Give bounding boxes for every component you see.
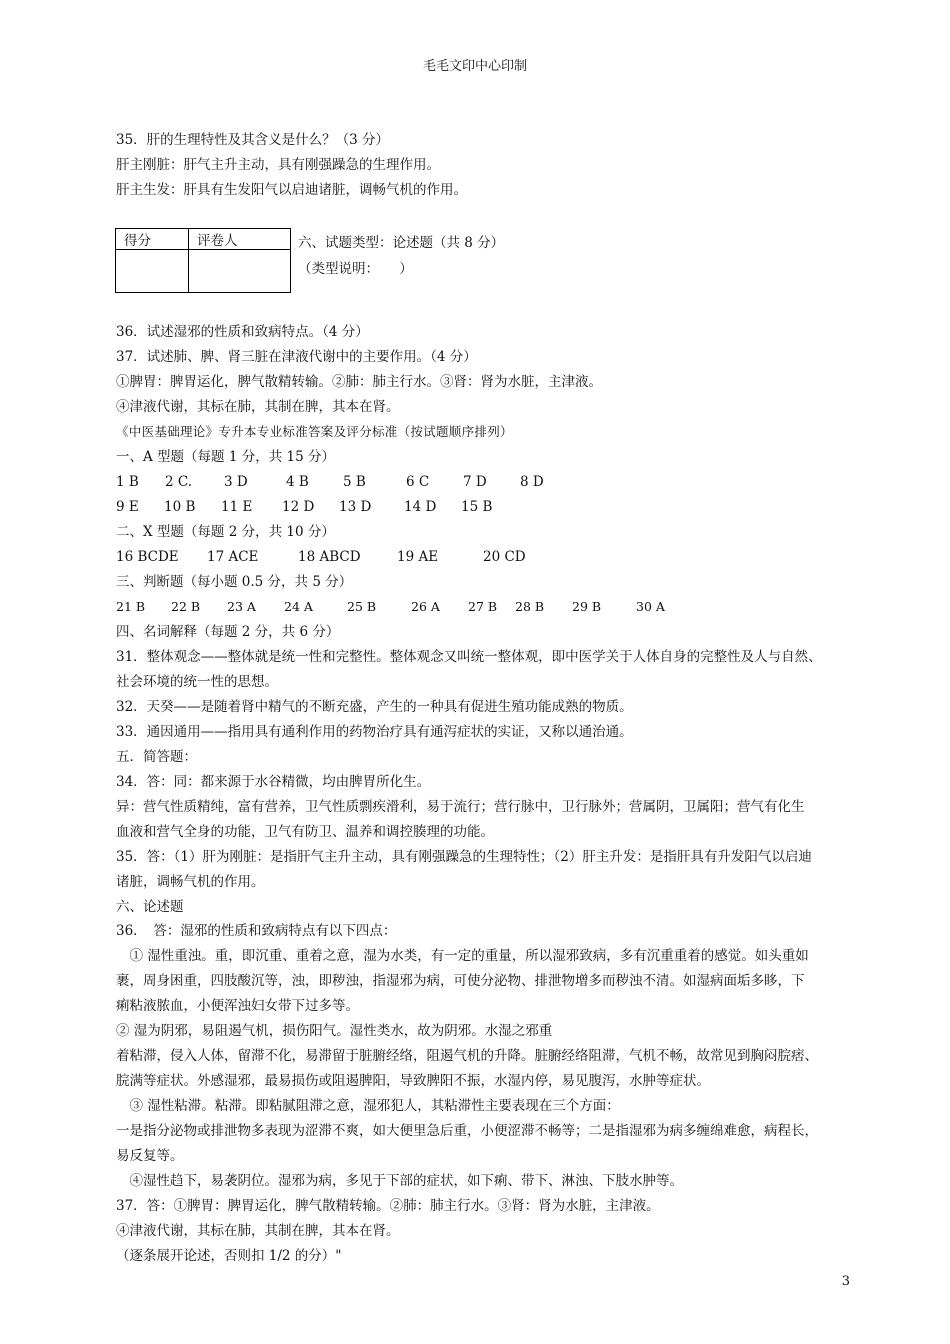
section-six-note: （类型说明： ） bbox=[298, 261, 413, 277]
answer-item: 27 B bbox=[468, 599, 498, 614]
body-line: ④津液代谢，其标在肺，其制在脾，其本在肾。 bbox=[116, 1223, 400, 1239]
body-line: 异：营气性质精纯，富有营养，卫气性质剽疾滑利，易于流行；营行脉中，卫行脉外；营属阴，卫属阳；营气有化生 bbox=[116, 799, 805, 815]
answer-item: 23 A bbox=[227, 599, 256, 614]
q37-answer-line: ④津液代谢，其标在肺，其制在脾，其本在肾。 bbox=[116, 399, 400, 415]
answer-item: 11 E bbox=[221, 499, 253, 515]
section-n-title: 四、名词解释（每题 2 分，共 6 分） bbox=[116, 624, 340, 640]
body-line: 着粘滞，侵入人体，留滞不化，易滞留于脏腑经络，阻遏气机的升降。脏腑经络阻滞，气机不畅，故常见到胸闷脘痞、 bbox=[116, 1048, 818, 1064]
answer-item: 22 B bbox=[171, 599, 201, 614]
body-line: 33．通因通用——指用具有通利作用的药物治疗具有通泻症状的实证，又称以通治通。 bbox=[116, 724, 633, 740]
body-line: 34．答：同：都来源于水谷精微，均由脾胃所化生。 bbox=[116, 774, 431, 790]
body-line: ③ 湿性粘滞。粘滞。即粘腻阻滞之意，湿邪犯人，其粘滞性主要表现在三个方面： bbox=[116, 1098, 620, 1114]
body-line: 35．答：（1）肝为刚脏：是指肝气主升主动，具有刚强躁急的生理特性；（2）肝主升发：是指肝具有升发阳气以启迪 bbox=[116, 849, 812, 865]
section-l-title: 六、论述题 bbox=[116, 899, 184, 915]
answer-item: 2 C. bbox=[165, 474, 193, 490]
grader-header: 评卷人 bbox=[189, 229, 291, 250]
body-line: 易反复等。 bbox=[116, 1148, 184, 1164]
answer-item: 30 A bbox=[636, 599, 665, 614]
answer-item: 29 B bbox=[572, 599, 602, 614]
answer-item: 16 BCDE bbox=[116, 549, 179, 565]
answer-item: 24 A bbox=[284, 599, 313, 614]
answer-item: 7 D bbox=[463, 474, 487, 490]
page-number: 3 bbox=[841, 1274, 850, 1289]
answer-item: 9 E bbox=[116, 499, 139, 515]
answer-item: 14 D bbox=[404, 499, 437, 515]
x-answers-row bbox=[116, 548, 526, 566]
answer-item: 20 CD bbox=[483, 549, 526, 565]
body-line: 痢粘液脓血，小便浑浊妇女带下过多等。 bbox=[116, 998, 359, 1014]
body-line: 37．答：①脾胃：脾胃运化，脾气散精转输。②肺：肺主行水。③肾：肾为水脏，主津液。 bbox=[116, 1198, 660, 1214]
answer-item: 6 C bbox=[406, 474, 430, 490]
score-cell bbox=[116, 250, 189, 293]
a-answers-row bbox=[116, 473, 544, 491]
answer-item: 18 ABCD bbox=[298, 549, 361, 565]
body-line: 32．天癸——是随着肾中精气的不断充盛，产生的一种具有促进生殖功能成熟的物质。 bbox=[116, 699, 633, 715]
answer-item: 19 AE bbox=[397, 549, 439, 565]
answer-item: 1 B bbox=[116, 474, 139, 490]
body-line: 一是指分泌物或排泄物多表现为涩滞不爽，如大便里急后重，小便涩滞不畅等；二是指湿邪为病多缠绵难愈，病程长， bbox=[116, 1123, 818, 1139]
answer-item: 4 B bbox=[286, 474, 309, 490]
answer-item: 26 A bbox=[411, 599, 440, 614]
section-x-title: 二、X 型题（每题 2 分，共 10 分） bbox=[116, 524, 335, 540]
section-a-title: 一、A 型题（每题 1 分，共 15 分） bbox=[116, 449, 335, 465]
q37-title: 37．试述肺、脾、肾三脏在津液代谢中的主要作用。（4 分） bbox=[116, 349, 477, 365]
answer-item: 21 B bbox=[116, 599, 146, 614]
answer-item: 3 D bbox=[224, 474, 248, 490]
score-table bbox=[115, 228, 291, 293]
answer-item: 8 D bbox=[520, 474, 544, 490]
page-header: 毛毛文印中心印制 bbox=[422, 59, 527, 74]
body-line: 社会环境的统一性的思想。 bbox=[116, 674, 278, 690]
section-s-title: 五．简答题： bbox=[116, 749, 197, 765]
q37-answer-line: ①脾胃：脾胃运化，脾气散精转输。②肺：肺主行水。③肾：肾为水脏，主津液。 bbox=[116, 374, 602, 390]
answer-item: 10 B bbox=[164, 499, 196, 515]
answer-item: 15 B bbox=[461, 499, 493, 515]
answer-item: 25 B bbox=[347, 599, 377, 614]
a-answers-row bbox=[116, 498, 492, 516]
body-line: 诸脏，调畅气机的作用。 bbox=[116, 874, 265, 890]
answer-item: 12 D bbox=[282, 499, 315, 515]
q36-title: 36．试述湿邪的性质和致病特点。（4 分） bbox=[116, 324, 369, 340]
q35-answer-line: 肝主刚脏：肝气主升主动，具有刚强躁急的生理作用。 bbox=[116, 157, 440, 173]
body-line: 31．整体观念——整体就是统一性和完整性。整体观念又叫统一整体观，即中医学关于人体自身的完整性及人与自然、 bbox=[116, 649, 822, 665]
body-line: 36． 答：湿邪的性质和致病特点有以下四点： bbox=[116, 923, 397, 939]
answer-item: 28 B bbox=[515, 599, 545, 614]
body-line: ① 湿性重浊。重，即沉重、重着之意，湿为水类，有一定的重量，所以湿邪致病，多有沉重重着的感觉。如头重如 bbox=[116, 948, 809, 964]
section-j-title: 三、判断题（每小题 0.5 分，共 5 分） bbox=[116, 574, 353, 590]
score-header: 得分 bbox=[116, 229, 189, 250]
section-six-title: 六、试题类型：论述题（共 8 分） bbox=[298, 235, 505, 251]
q35-title: 35．肝的生理特性及其含义是什么？（3 分） bbox=[116, 132, 390, 148]
answers-title: 《中医基础理论》专升本专业标准答案及评分标准（按试题顺序排列） bbox=[116, 424, 513, 439]
answer-item: 17 ACE bbox=[207, 549, 259, 565]
answer-item: 5 B bbox=[343, 474, 366, 490]
body-line: 裹，周身困重，四肢酸沉等，浊，即秽浊，指湿邪为病，可使分泌物、排泄物增多而秽浊不清。如湿病面垢多眵，下 bbox=[116, 973, 805, 989]
body-line: ② 湿为阴邪，易阻遏气机，损伤阳气。湿性类水，故为阴邪。水湿之邪重 bbox=[116, 1023, 553, 1039]
j-answers-row bbox=[116, 598, 665, 616]
answer-item: 13 D bbox=[339, 499, 372, 515]
body-line: 脘满等症状。外感湿邪，最易损伤或阻遏脾阳，导致脾阳不振，水湿内停，易见腹泻，水肿等症状。 bbox=[116, 1073, 710, 1089]
body-line: （逐条展开论述，否则扣 1/2 的分）" bbox=[116, 1248, 342, 1264]
body-line: ④湿性趋下，易袭阴位。湿邪为病，多见于下部的症状，如下痢、带下、淋浊、下肢水肿等。 bbox=[116, 1173, 683, 1189]
grader-cell bbox=[189, 250, 291, 293]
q35-answer-line: 肝主生发：肝具有生发阳气以启迪诸脏，调畅气机的作用。 bbox=[116, 182, 467, 198]
body-line: 血液和营气全身的功能，卫气有防卫、温养和调控腠理的功能。 bbox=[116, 824, 494, 840]
